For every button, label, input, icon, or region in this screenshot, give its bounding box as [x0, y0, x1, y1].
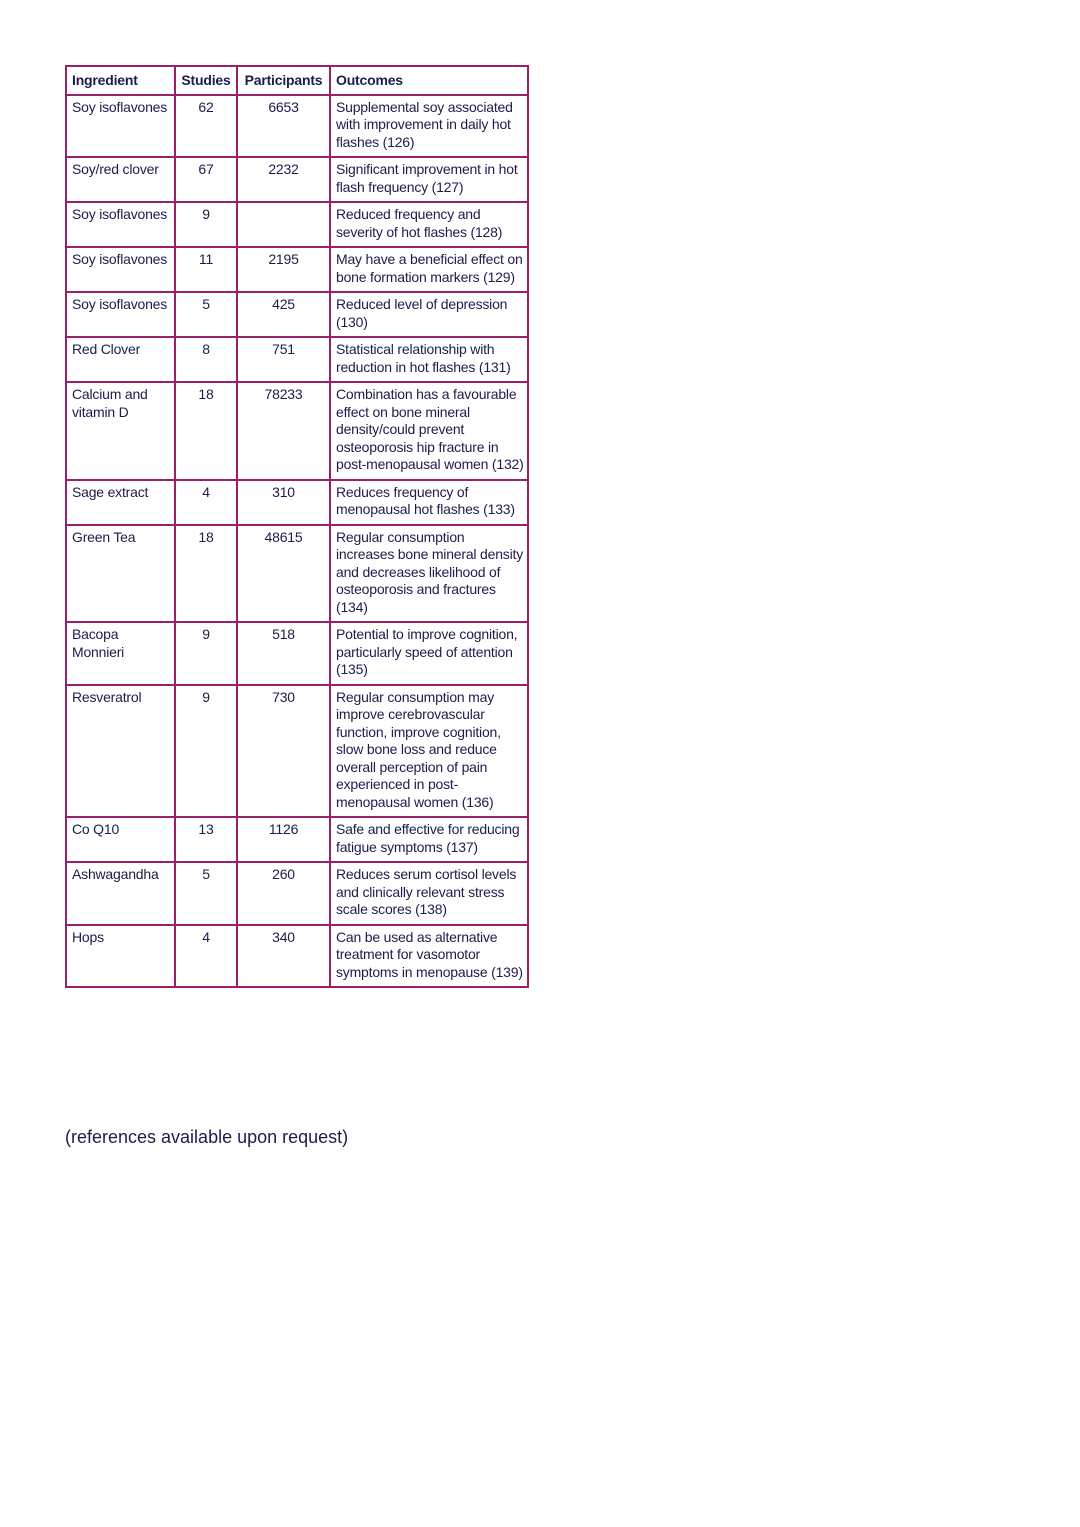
cell-studies: 5	[175, 862, 237, 925]
cell-outcome: Can be used as alternative treatment for vasomotor symptoms in menopause (139)	[330, 925, 528, 988]
cell-ingredient: Sage extract	[66, 480, 175, 525]
cell-studies: 5	[175, 292, 237, 337]
table-row	[66, 95, 528, 158]
header-participants: Participants	[237, 66, 330, 95]
cell-studies: 18	[175, 525, 237, 623]
cell-outcome: Statistical relationship with reduction in hot flashes (131)	[330, 337, 528, 382]
cell-studies: 67	[175, 157, 237, 202]
table-row	[66, 202, 528, 247]
cell-ingredient: Ashwagandha	[66, 862, 175, 925]
cell-participants	[237, 202, 330, 247]
cell-ingredient: Hops	[66, 925, 175, 988]
cell-outcome: Reduces frequency of menopausal hot flashes (133)	[330, 480, 528, 525]
cell-participants: 425	[237, 292, 330, 337]
cell-outcome: Potential to improve cognition, particularly speed of attention (135)	[330, 622, 528, 685]
table-row	[66, 817, 528, 862]
cell-ingredient: Soy isoflavones	[66, 247, 175, 292]
table-row	[66, 525, 528, 623]
table-header-row	[66, 66, 528, 95]
cell-outcome: May have a beneficial effect on bone formation markers (129)	[330, 247, 528, 292]
cell-ingredient: Soy isoflavones	[66, 202, 175, 247]
cell-ingredient: Red Clover	[66, 337, 175, 382]
header-outcomes: Outcomes	[330, 66, 528, 95]
cell-ingredient: Resveratrol	[66, 685, 175, 818]
cell-ingredient: Calcium and vitamin D	[66, 382, 175, 480]
cell-participants: 1126	[237, 817, 330, 862]
table-row	[66, 480, 528, 525]
cell-studies: 9	[175, 202, 237, 247]
cell-studies: 8	[175, 337, 237, 382]
cell-outcome: Supplemental soy associated with improvement in daily hot flashes (126)	[330, 95, 528, 158]
cell-outcome: Reduces serum cortisol levels and clinically relevant stress scale scores (138)	[330, 862, 528, 925]
cell-studies: 11	[175, 247, 237, 292]
cell-ingredient: Bacopa Monnieri	[66, 622, 175, 685]
table-row	[66, 292, 528, 337]
cell-outcome: Significant improvement in hot flash frequency (127)	[330, 157, 528, 202]
cell-ingredient: Soy isoflavones	[66, 95, 175, 158]
table-row	[66, 925, 528, 988]
ingredients-table	[65, 65, 529, 988]
cell-participants: 310	[237, 480, 330, 525]
cell-studies: 9	[175, 622, 237, 685]
header-ingredient: Ingredient	[66, 66, 175, 95]
cell-studies: 18	[175, 382, 237, 480]
cell-ingredient: Soy isoflavones	[66, 292, 175, 337]
table-row	[66, 337, 528, 382]
cell-ingredient: Green Tea	[66, 525, 175, 623]
cell-participants: 260	[237, 862, 330, 925]
table-row	[66, 247, 528, 292]
cell-participants: 78233	[237, 382, 330, 480]
cell-outcome: Regular consumption increases bone mineral density and decreases likelihood of osteoporosis and fractures (134)	[330, 525, 528, 623]
cell-studies: 13	[175, 817, 237, 862]
table-row	[66, 622, 528, 685]
table-row	[66, 157, 528, 202]
cell-participants: 48615	[237, 525, 330, 623]
cell-participants: 340	[237, 925, 330, 988]
cell-ingredient: Soy/red clover	[66, 157, 175, 202]
references-note: (references available upon request)	[65, 1127, 349, 1147]
cell-studies: 4	[175, 480, 237, 525]
cell-studies: 4	[175, 925, 237, 988]
table-row	[66, 382, 528, 480]
cell-participants: 6653	[237, 95, 330, 158]
cell-participants: 730	[237, 685, 330, 818]
header-studies: Studies	[175, 66, 237, 95]
cell-participants: 518	[237, 622, 330, 685]
cell-studies: 9	[175, 685, 237, 818]
cell-participants: 2232	[237, 157, 330, 202]
cell-participants: 751	[237, 337, 330, 382]
cell-outcome: Reduced frequency and severity of hot flashes (128)	[330, 202, 528, 247]
cell-participants: 2195	[237, 247, 330, 292]
cell-outcome: Reduced level of depression (130)	[330, 292, 528, 337]
cell-outcome: Regular consumption may improve cerebrovascular function, improve cognition, slow bone loss and reduce overall perception of pain experienced in post-menopausal women (136)	[330, 685, 528, 818]
cell-outcome: Safe and effective for reducing fatigue symptoms (137)	[330, 817, 528, 862]
cell-ingredient: Co Q10	[66, 817, 175, 862]
table-row	[66, 862, 528, 925]
table-row	[66, 685, 528, 818]
cell-outcome: Combination has a favourable effect on bone mineral density/could prevent osteoporosis hip fracture in post-menopausal women (132)	[330, 382, 528, 480]
cell-studies: 62	[175, 95, 237, 158]
